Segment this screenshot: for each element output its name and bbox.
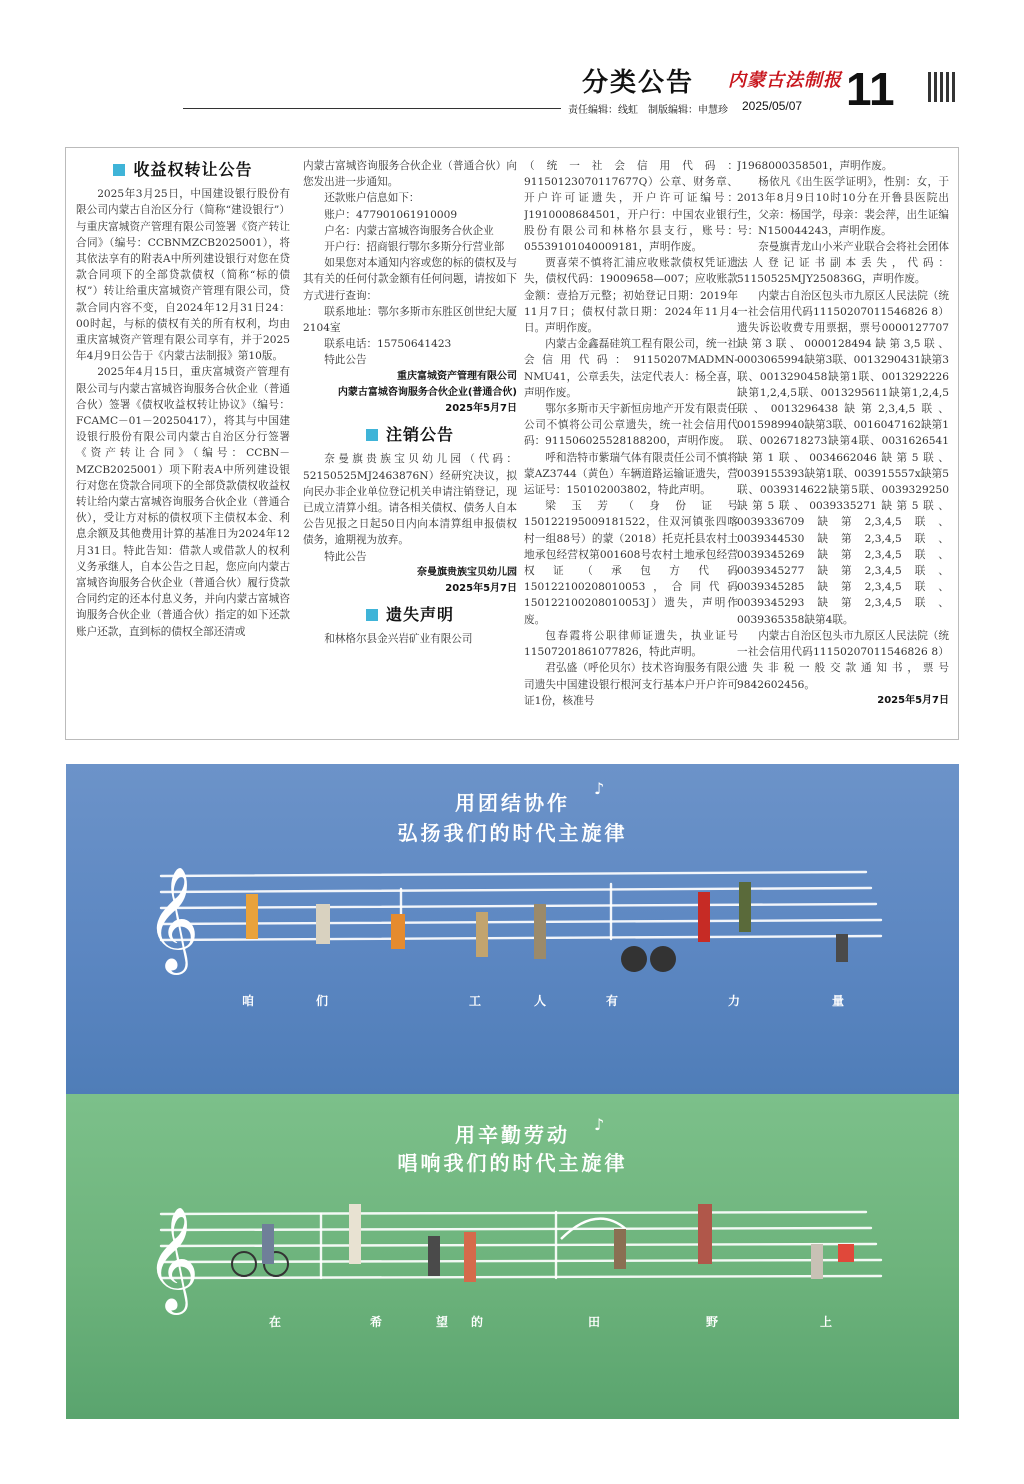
square-bullet-icon: [113, 164, 125, 176]
paragraph: 梁玉芳（身份证号150122195009181522，住双河镇张四喀村一组88号）的蒙（2018）托克托县农村土地承包经营权第001608号农村土地承包经营权证（承包方代码150122100208010053，合同代码150122100208010053J）遗失，声明作废。: [524, 500, 738, 626]
header-rule: [183, 108, 561, 109]
lyric-char: 人: [534, 994, 547, 1008]
signature-date: 2025年5月7日: [877, 694, 949, 706]
lyrics-row: [66, 1094, 959, 1419]
banner-title-line2: 唱响我们的时代主旋律: [397, 1151, 628, 1175]
paragraph: 特此公告: [324, 550, 367, 563]
column-2: [303, 158, 517, 733]
lyric-char: 力: [728, 994, 741, 1008]
lyric-char: 的: [471, 1315, 484, 1329]
paragraph: 内蒙古自治区包头市九原区人民法院（统一社会信用代码11150207011546826 8）遗失非税一般交款通知书，票号9842602456。: [737, 629, 949, 691]
banner-farmers: [66, 1094, 959, 1419]
qr-code-icon: [928, 72, 958, 102]
treble-clef-icon: 𝄞: [146, 866, 200, 971]
paragraph: 账户：477901061910009: [324, 208, 458, 221]
banner-title-line1: 用辛勤劳动: [455, 1123, 570, 1147]
music-note-icon: ♪: [594, 779, 605, 798]
column-3: [524, 158, 738, 733]
paragraph: 如果您对本通知内容或您的标的债权及与其有关的任何付款金额有任何问题，请按如下方式进行查询：: [303, 257, 517, 302]
heading-text: 收益权转让公告: [133, 160, 253, 179]
lyric-char: 希: [370, 1315, 383, 1329]
signature-date: 2025年5月7日: [445, 583, 517, 595]
section-title: 分类公告: [582, 68, 695, 98]
issue-date: 2025/05/07: [742, 99, 803, 113]
signature-date: 2025年5月7日: [445, 403, 517, 415]
paragraph: 和林格尔县金兴岩矿业有限公司: [324, 633, 473, 646]
lyric-char: 们: [316, 994, 329, 1008]
lyric-char: 上: [820, 1315, 833, 1329]
lyric-char: 量: [832, 994, 845, 1008]
paragraph: 还款账户信息如下：: [324, 192, 420, 205]
paragraph: 内蒙古金鑫磊硅筑工程有限公司，统一社会信用代码：91150207MADMN-NMU41，公章丢失，法定代表人：杨全喜，声明作废。: [524, 338, 738, 399]
banner-title-line1: 用团结协作: [455, 791, 570, 815]
lyric-char: 工: [469, 994, 482, 1008]
signature: 奈曼旗贵族宝贝幼儿园: [417, 566, 517, 578]
square-bullet-icon: [366, 429, 378, 441]
paragraph: 贾喜荣不慎将汇浦应收账款债权凭证遗失，债权代码：19009658—007；应收账款金额：壹拾万元整；初始登记日期：2019年11月7日；债权付款日期：2024年11月4日。声明作废。: [524, 257, 738, 335]
notice-heading: [76, 162, 290, 178]
paragraph: 呼和浩特市紫瑞气体有限责任公司不慎将蒙AZ3744（黄色）车辆道路运输证遗失，营运证号：150102003802，特此声明。: [524, 451, 738, 497]
notice-heading: [303, 607, 517, 623]
paragraph: 2025年4月15日，重庆富城资产管理有限公司与内蒙古富城咨询服务合伙企业（普通合伙）签署《债权收益权转让协议》（编号：FCAMC－01－20250417），将其与中国建设银行股份有限公司内蒙古自治区分行签署《资产转让合同》（编号：CCBN－MZCB2025001）项下附表A中所列建设银行对您在贷款合同项下的全部贷款债权收益权转让给内蒙古富城咨询服务合伙企业（普通合伙），受让方对标的债权项下主债权本金、利息余额及其他费用计算的基准日为2024年12月31日。特此告知：借款人或借款人的权利义务承继人，自本公告之日起，您应向内蒙古富城咨询服务合伙企业（普通合伙）履行贷款合同约定的还本付息义务，并向内蒙古富城咨询服务合伙企业（普通合伙）指定的如下还款账户还款，直到标的债权全部还清或: [76, 366, 290, 638]
paragraph: 鄂尔多斯市天宇新恒房地产开发有限责任公司不慎将公司公章遗失，统一社会信用代码：911506025528188200，声明作废。: [524, 403, 738, 448]
paragraph: J1968000358501，声明作废。: [737, 160, 893, 172]
lyric-char: 有: [606, 994, 619, 1008]
paragraph: 内蒙古富城咨询服务合伙企业（普通合伙）向您发出进一步通知。: [303, 160, 517, 189]
lyric-char: 田: [588, 1315, 601, 1329]
square-bullet-icon: [366, 609, 378, 621]
lyric-char: 野: [706, 1315, 719, 1329]
paragraph: 君弘盛（呼伦贝尔）技术咨询服务有限公司遗失中国建设银行根河支行基本户开户许可证1份，核准号: [524, 662, 738, 707]
paragraph: 联系电话：15750641423: [324, 338, 452, 351]
banner-workers: [66, 764, 959, 1094]
lyric-char: 在: [269, 1315, 282, 1329]
signature: 重庆富城资产管理有限公司: [397, 370, 517, 382]
notice-heading: [303, 427, 517, 443]
heading-text: 注销公告: [385, 425, 454, 445]
masthead: [0, 0, 1024, 120]
paragraph: 户名：内蒙古富城咨询服务合伙企业: [324, 224, 494, 237]
paragraph: 开户行：招商银行鄂尔多斯分行营业部: [324, 241, 505, 254]
paragraph: 特此公告: [324, 354, 367, 367]
paragraph: 奈曼旗青龙山小米产业联合会将社会团体法人登记证书副本丢失，代码：51150525MJY250836G，声明作废。: [737, 241, 949, 286]
column-4: [737, 158, 949, 733]
paragraph: 包春霞将公职律师证遗失，执业证号11507201861077826，特此声明。: [524, 629, 738, 659]
paragraph: 奈曼旗贵族宝贝幼儿园（代码：52150525MJ2463876N）经研究决议，拟向民办非企业单位登记机关申请注销登记，现已成立清算小组。请各相关债权、债务人自本公告见报之日起50日内向本清算组申报债权债务，逾期视为放弃。: [303, 453, 517, 547]
paragraph: 内蒙古自治区包头市九原区人民法院（统一社会信用代码11150207011546826 8）遗失诉讼收费专用票据，票号0000127707缺第3联、0000128494缺第3,5联、0003065994缺第3联、0013290431缺第3联、0013290458缺第1联、0013292226缺第1,2,4,5联、0013295611缺第1,2,4,5联、0013296438缺第2,3,4,5联、0015989940缺第3联、0016047162缺第1联、0026718273缺第4联、0031626541缺第1联、0034662046缺第5联、0039155393缺第1联、003915557x缺第5联、0039314622缺第5联、0039329250缺第5联、0039335271缺第5联、0039336709缺第2,3,4,5联、0039344530缺第2,3,4,5联、0039345269缺第2,3,4,5联、0039345277缺第2,3,4,5联、0039345285缺第2,3,4,5联、0039345293缺第2,3,4,5联、0039365358缺第4联。: [737, 289, 949, 626]
lyric-char: 望: [436, 1315, 449, 1329]
lyrics-row: [66, 764, 959, 1094]
notices-panel: [65, 147, 959, 740]
paragraph: 联系地址：鄂尔多斯市东胜区创世纪大厦2104室: [303, 305, 517, 335]
paragraph: （统一社会信用代码：91150123070117677Q）公章、财务章、开户许可证遗失，开户许可证编号：J1910008684501，开户行：中国农业银行股份有限公司和林格尔县支行，账号：05539101040009181，声明作废。: [524, 160, 738, 254]
heading-text: 遗失声明: [385, 605, 454, 625]
column-1: [76, 158, 290, 733]
page-number: 11: [846, 63, 895, 115]
lyric-char: 咱: [242, 994, 255, 1008]
paragraph: 2025年3月25日，中国建设银行股份有限公司内蒙古自治区分行（简称“建设银行”）与重庆富城资产管理有限公司签署《资产转让合同》（编号：CCBNMZCB2025001），将其依法享有的附表A中所列建设银行对您在贷款合同项下的全部贷款债权（简称“标的债权”）转让给重庆富城资产管理有限公司，贷款合同内容不变，自2024年12月31日24：00时起，与标的债权有关的所有权利，均由重庆富城资产管理有限公司享有，并于2025年4月9日公告于《内蒙古法制报》第10版。: [76, 188, 290, 363]
treble-clef-icon: 𝄞: [146, 1206, 200, 1311]
banner-title-line2: 弘扬我们的时代主旋律: [397, 821, 628, 845]
paragraph: 杨依凡《出生医学证明》，性别：女，于2013年8月9日10时10分在开鲁县医院出生，父亲：杨国学，母亲：裴会萍，出生证编号：N150044243，声明作废。: [737, 176, 949, 237]
newspaper-logo: 内蒙古法制报: [728, 70, 842, 91]
signature: 内蒙古富城咨询服务合伙企业(普通合伙): [337, 386, 517, 398]
music-note-icon: ♪: [594, 1115, 605, 1134]
editors-credit: 责任编辑：线虹 制版编辑：申慧珍: [568, 105, 728, 116]
